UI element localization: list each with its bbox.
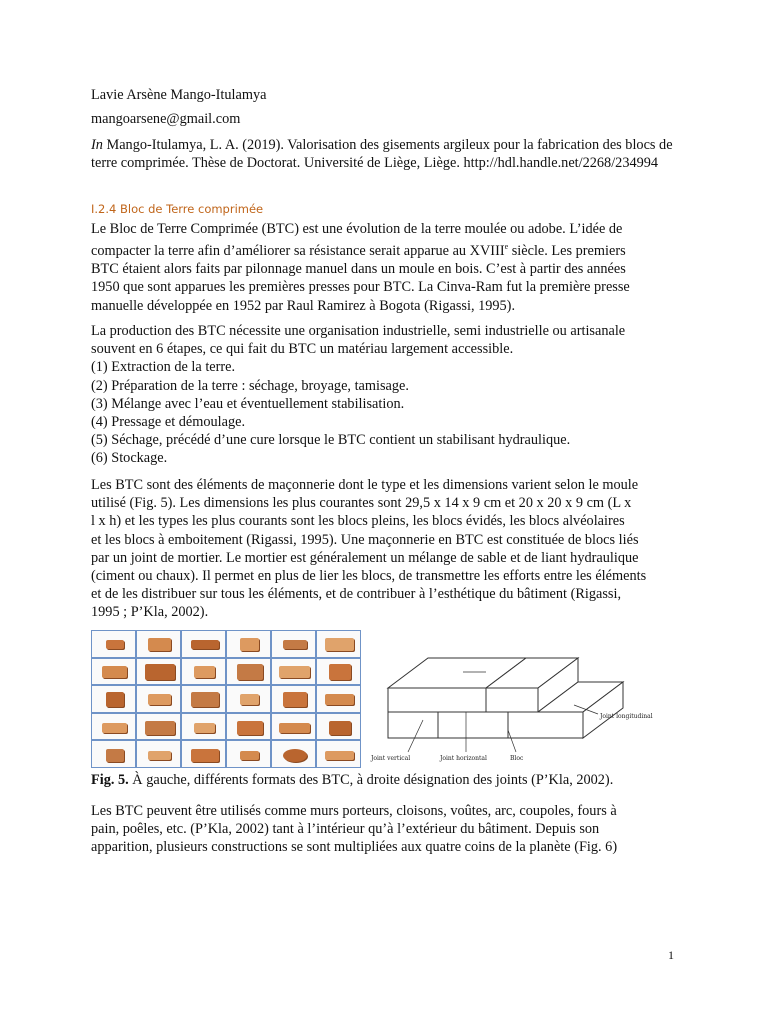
- brick-sample: [237, 721, 263, 735]
- brick-sample: [148, 751, 171, 760]
- brick-format-cell: [136, 630, 181, 658]
- label-joint-vertical: Joint vertical: [371, 755, 411, 762]
- p2-line-1: La production des BTC nécessite une organisation industrielle, semi industrielle ou artisanale: [91, 323, 626, 339]
- brick-format-cell: [316, 658, 361, 686]
- brick-format-cell: [91, 740, 136, 768]
- brick-sample: [194, 666, 215, 678]
- brick-format-cell: [91, 713, 136, 741]
- brick-format-cell: [271, 630, 316, 658]
- step-item: (1) Extraction de la terre.: [91, 359, 236, 376]
- brick-format-cell: [91, 630, 136, 658]
- brick-sample: [102, 666, 127, 678]
- p3-line: Les BTC sont des éléments de maçonnerie dont le type et les dimensions varient selon le moule: [91, 477, 639, 493]
- brick-format-cell: [136, 740, 181, 768]
- brick-sample: [240, 751, 259, 760]
- author-email: mangoarsene@gmail.com: [91, 111, 241, 127]
- figure-label: Fig. 5.: [91, 772, 129, 788]
- step-item: (3) Mélange avec l’eau et éventuellement stabilisation.: [91, 395, 405, 412]
- brick-sample: [194, 723, 215, 733]
- p4-line-3: apparition, plusieurs constructions se sont multipliées aux quatre coins de la planète (Fig. 6): [91, 839, 618, 856]
- brick-sample: [145, 664, 175, 680]
- citation-in: In: [91, 137, 103, 153]
- p3-line: et les blocs à emboitement (Rigassi, 1995). Une maçonnerie en BTC est constituée de blocs liés: [91, 531, 639, 548]
- brick-format-cell: [226, 713, 271, 741]
- brick-sample: [106, 692, 124, 707]
- brick-format-cell: [226, 685, 271, 713]
- lower-front-1: [388, 712, 438, 738]
- p1-line-3: BTC étaient alors faits par pilonnage manuel dans un moule en bois. C’est à partir des années: [91, 261, 626, 278]
- brick-sample: [283, 640, 307, 649]
- brick-format-cell: [136, 713, 181, 741]
- brick-format-cell: [271, 713, 316, 741]
- citation: [91, 136, 678, 172]
- p3-line: l x h) et les types les plus courants sont les blocs pleins, les blocs évidés, les blocs alvéolaires: [91, 513, 625, 530]
- brick-sample: [237, 664, 263, 680]
- brick-format-cell: [316, 630, 361, 658]
- brick-sample: [279, 723, 310, 733]
- brick-sample: [283, 692, 307, 707]
- brick-sample: [102, 723, 127, 733]
- citation-line-2: terre comprimée. Thèse de Doctorat. Université de Liège, Liège. http://hdl.handle.net/2268/234994: [91, 155, 659, 172]
- brick-sample: [106, 749, 124, 762]
- citation-line-1: Mango-Itulamya, L. A. (2019). Valorisation des gisements argileux pour la fabrication des blocs de: [102, 137, 673, 153]
- figure-caption-text: À gauche, différents formats des BTC, à droite désignation des joints (P’Kla, 2002).: [128, 772, 614, 788]
- brick-sample: [240, 694, 259, 705]
- brick-format-cell: [226, 740, 271, 768]
- upper-front-1: [388, 688, 486, 712]
- p3-line: (ciment ou chaux). Il permet en plus de lier les blocs, de transmettre les efforts entre les éléments: [91, 568, 647, 585]
- brick-format-cell: [136, 685, 181, 713]
- brick-sample: [191, 692, 219, 707]
- p4-line-2: pain, poêles, etc. (P’Kla, 2002) tant à l’intérieur qu’à l’extérieur du bâtiment. Depuis son: [91, 821, 600, 838]
- author-name: Lavie Arsène Mango-Itulamya: [91, 87, 267, 103]
- brick-format-cell: [181, 685, 226, 713]
- brick-sample: [325, 694, 354, 705]
- brick-format-cell: [226, 658, 271, 686]
- figure-caption: [91, 771, 678, 789]
- brick-format-cell: [271, 685, 316, 713]
- paragraph-4: [91, 802, 678, 857]
- page-number: 1: [668, 948, 674, 962]
- brick-format-cell: [181, 713, 226, 741]
- step-item: (2) Préparation de la terre : séchage, broyage, tamisage.: [91, 377, 409, 394]
- step-item: (5) Séchage, précédé d’une cure lorsque le BTC contient un stabilisant hydraulique.: [91, 432, 571, 449]
- p3-line: 1995 ; P’Kla, 2002).: [91, 604, 209, 621]
- step-item: (4) Pressage et démoulage.: [91, 414, 246, 431]
- p3-line: utilisé (Fig. 5). Les dimensions les plus courantes sont 29,5 x 14 x 9 cm et 20 x 20 x 9 cm (L x: [91, 495, 632, 512]
- brick-sample: [148, 638, 171, 651]
- brick-format-cell: [271, 740, 316, 768]
- p1-line-4: 1950 que sont apparues les premières presses pour BTC. La Cinva-Ram fut la première presse: [91, 279, 630, 296]
- p1-line-2: compacter la terre afin d’améliorer sa résistance serait apparue au XVIIIe siècle. Les premiers: [91, 242, 626, 259]
- brick-format-cell: [271, 658, 316, 686]
- p3-line: par un joint de mortier. Le mortier est généralement un mélange de sable et de liant hydraulique: [91, 549, 639, 566]
- brick-format-cell: [181, 630, 226, 658]
- p3-line: et de les distribuer sur tous les éléments, et de contribuer à l’esthétique du bâtiment (Rigassi,: [91, 586, 622, 603]
- lower-front-2: [438, 712, 508, 738]
- p2-line-2: souvent en 6 étapes, ce qui fait du BTC un matériau largement accessible.: [91, 341, 514, 358]
- brick-formats-image: [91, 630, 361, 768]
- step-item: (6) Stockage.: [91, 450, 168, 467]
- brick-format-cell: [316, 685, 361, 713]
- brick-format-cell: [316, 713, 361, 741]
- brick-sample: [329, 664, 351, 680]
- brick-sample: [279, 666, 310, 678]
- brick-format-cell: [316, 740, 361, 768]
- brick-format-cell: [181, 740, 226, 768]
- brick-sample: [325, 638, 354, 651]
- lower-front-3: [508, 712, 583, 738]
- paragraph-1: [91, 220, 678, 315]
- paragraph-3: [91, 476, 678, 622]
- brick-sample: [106, 640, 124, 649]
- brick-sample: [325, 751, 354, 760]
- brick-format-cell: [136, 658, 181, 686]
- p1-line-5: manuelle développée en 1952 par Raul Ramirez à Bogota (Rigassi, 1995).: [91, 297, 516, 314]
- brick-sample: [191, 749, 219, 762]
- brick-sample: [329, 721, 351, 735]
- brick-sample: [240, 638, 259, 651]
- brick-sample: [148, 694, 171, 705]
- label-joint-longitudinal: Joint longitudinal: [600, 713, 653, 720]
- brick-sample: [145, 721, 175, 735]
- paragraph-2: [91, 322, 678, 468]
- brick-sample: [191, 640, 219, 649]
- superscript-e: e: [504, 242, 509, 252]
- section-heading: I.2.4 Bloc de Terre comprimée: [91, 202, 264, 216]
- brick-format-cell: [91, 685, 136, 713]
- p1-line-1: Le Bloc de Terre Comprimée (BTC) est une évolution de la terre moulée ou adobe. L’idée de: [91, 221, 623, 237]
- upper-front-2: [486, 688, 538, 712]
- brick-sample: [283, 749, 307, 762]
- label-joint-horizontal: Joint horizontal: [440, 755, 487, 762]
- label-bloc: Bloc: [510, 755, 524, 762]
- p4-line-1: Les BTC peuvent être utilisés comme murs porteurs, cloisons, voûtes, arc, coupoles, fours à: [91, 803, 617, 819]
- brick-format-cell: [181, 658, 226, 686]
- joints-diagram: [368, 630, 678, 768]
- brick-format-cell: [91, 658, 136, 686]
- brick-format-cell: [226, 630, 271, 658]
